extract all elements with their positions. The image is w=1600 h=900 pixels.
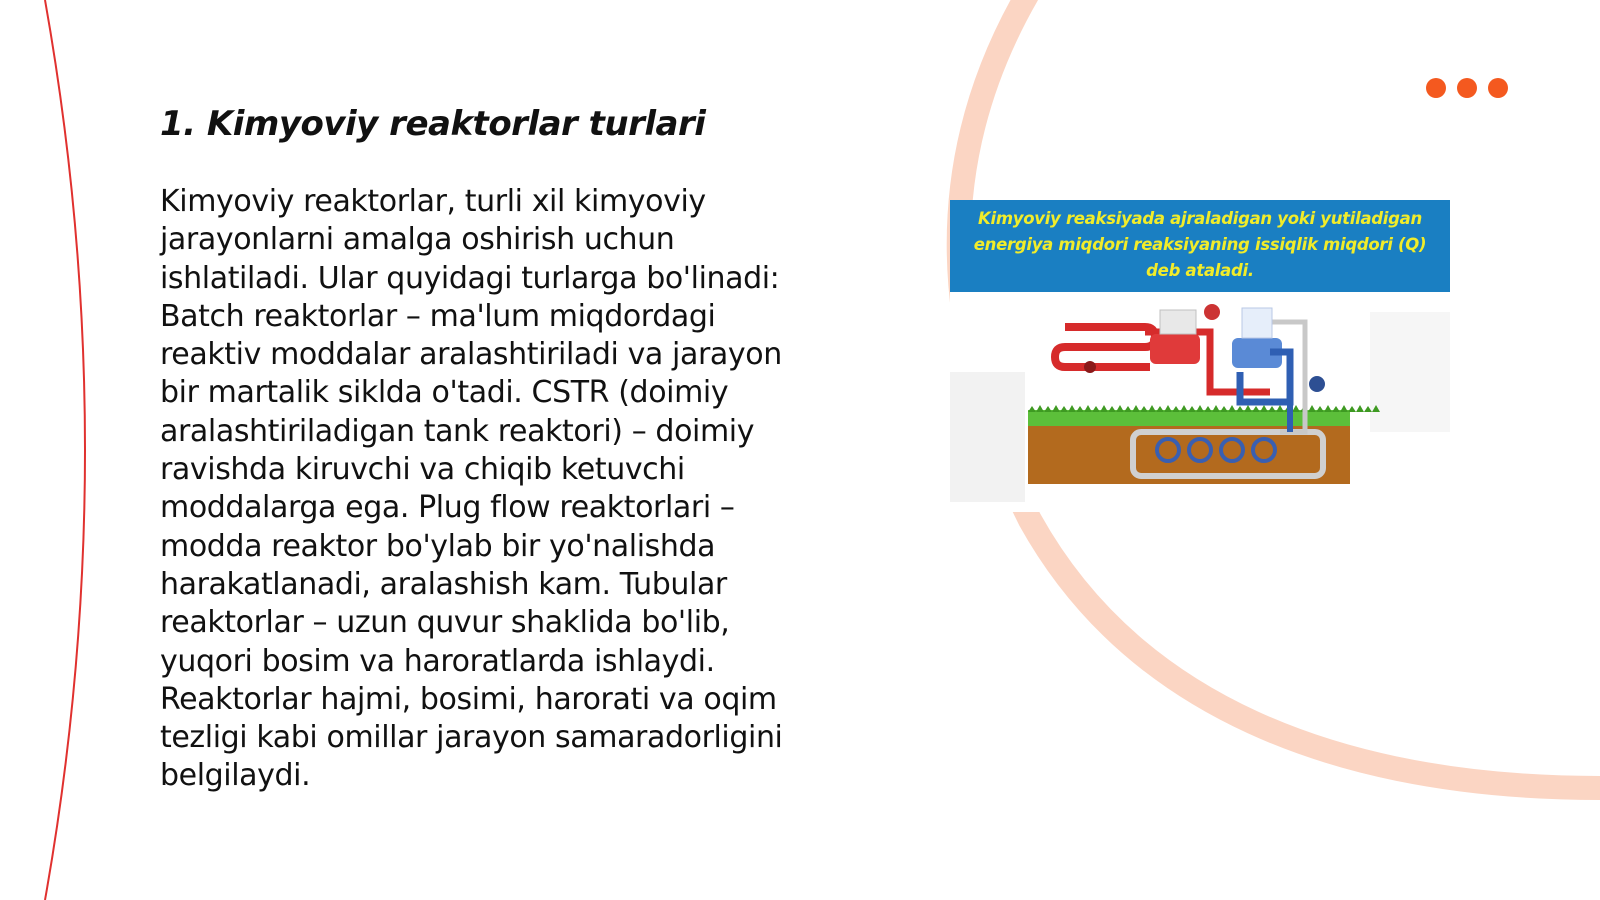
heat-pump-illustration — [950, 292, 1450, 512]
figure — [950, 200, 1450, 512]
dot — [1426, 78, 1446, 98]
figure-caption: Kimyoviy reaksiyada ajraladigan yoki yutiladigan energiya miqdori reaksiyaning issiqlik miqdori (Q) deb ataladi. — [950, 200, 1450, 292]
left-red-curve — [45, 0, 85, 900]
dot — [1488, 78, 1508, 98]
dot — [1457, 78, 1477, 98]
slide-title: 1. Kimyoviy reaktorlar turlari — [160, 104, 706, 144]
slide-body-text: Kimyoviy reaktorlar, turli xil kimyoviy jarayonlarni amalga oshirish uchun ishlatiladi. Ular quyidagi turlarga bo'linadi: Batch reaktorlar – ma'lum miqdordagi reaktiv moddalar aralashtiriladi va jarayon bir martalik siklda o'tadi. CSTR (doimiy aralashtiriladigan tank reaktori) – doimiy ravishda kiruvchi va chiqib ketuvchi moddalarga ega. Plug flow reaktorlari – modda reaktor bo'ylab bir yo'nalishda harakatlanadi, aralashish kam. Tubular reaktorlar – uzun quvur shaklida bo'lib, yuqori bosim va haroratlarda ishlaydi. Reaktorlar hajmi, bosimi, harorati va oqim tezligi kabi omillar jarayon samaradorligini belgilaydi. — [160, 184, 783, 794]
menu-dots-icon — [1426, 78, 1508, 98]
